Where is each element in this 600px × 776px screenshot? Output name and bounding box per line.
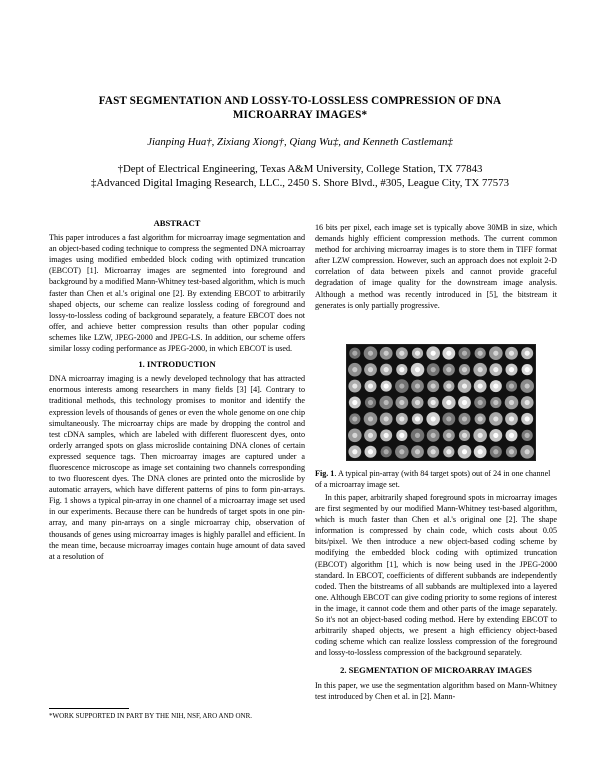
- target-spot-core: [525, 367, 530, 372]
- target-spot-core: [399, 416, 404, 421]
- target-spot-core: [384, 400, 389, 405]
- target-spot-core: [478, 351, 483, 356]
- target-spot-core: [493, 433, 498, 438]
- target-spot-core: [399, 433, 404, 438]
- target-spot-core: [415, 433, 420, 438]
- target-spot-core: [431, 400, 436, 405]
- target-spot-core: [415, 400, 420, 405]
- target-spot-core: [415, 449, 420, 454]
- target-spot-core: [525, 416, 530, 421]
- target-spot-core: [446, 351, 451, 356]
- affiliation-2: ‡Advanced Digital Imaging Research, LLC., 2450 S. Shore Blvd., #305, League City, TX 77573: [90, 177, 509, 189]
- target-spot-core: [415, 383, 420, 388]
- target-spot-core: [509, 351, 514, 356]
- target-spot-core: [368, 367, 373, 372]
- target-spot-core: [509, 400, 514, 405]
- target-spot-core: [478, 400, 483, 405]
- target-spot-core: [384, 383, 389, 388]
- target-spot-core: [352, 383, 357, 388]
- target-spot-core: [384, 433, 389, 438]
- target-spot-core: [525, 351, 530, 356]
- target-spot-core: [384, 449, 389, 454]
- target-spot-core: [462, 400, 467, 405]
- target-spot-core: [525, 400, 530, 405]
- target-spot-core: [352, 367, 357, 372]
- section2-text: In this paper, we use the segmentation algorithm based on Mann-Whitney test introduced by Chen et al. in [2]. Mann-: [315, 680, 557, 701]
- target-spot-core: [415, 351, 420, 356]
- intro-heading: 1. INTRODUCTION: [138, 359, 216, 370]
- target-spot-core: [478, 449, 483, 454]
- target-spot-core: [509, 416, 514, 421]
- right-column-bottom: [315, 492, 557, 702]
- affiliation-1: †Dept of Electrical Engineering, Texas A&M University, College Station, TX 77843: [117, 163, 483, 175]
- target-spot-core: [493, 449, 498, 454]
- pin-array-image: [347, 345, 535, 460]
- target-spot-core: [462, 416, 467, 421]
- target-spot-core: [446, 449, 451, 454]
- target-spot-core: [399, 400, 404, 405]
- target-spot-core: [478, 383, 483, 388]
- target-spot-core: [384, 351, 389, 356]
- target-spot-core: [493, 400, 498, 405]
- target-spot-core: [368, 416, 373, 421]
- caption-text: . A typical pin-array (with 84 target spots) out of 24 in one channel of a microarray image set.: [315, 469, 551, 490]
- target-spot-core: [384, 416, 389, 421]
- caption-label: Fig. 1: [315, 469, 335, 478]
- target-spot-core: [352, 433, 357, 438]
- target-spot-core: [493, 367, 498, 372]
- target-spot-core: [509, 449, 514, 454]
- target-spot-core: [446, 383, 451, 388]
- target-spot-core: [509, 367, 514, 372]
- target-spot-core: [415, 416, 420, 421]
- author-list: Jianping Hua†, Zixiang Xiong†, Qiang Wu‡, and Kenneth Castleman‡: [147, 136, 453, 148]
- left-column: [49, 218, 305, 562]
- target-spot-core: [446, 433, 451, 438]
- target-spot-core: [462, 383, 467, 388]
- target-spot-core: [446, 416, 451, 421]
- right-mid-text: In this paper, arbitrarily shaped foreground spots in microarray images are first segmented by our modified Mann-Whitney test-based algorithm, which is much faster than Chen et al.'s original one [2]. The shape information is compressed by chain code, which costs about 0.05 bits/pixel. We then introduce a new object-based coding scheme by modifying the embedded block coding with optimized truncation (EBCOT) algorithm [1], which is now being used in the JPEG-2000 standard. In EBCOT, coefficients of different subbands are independently coded. Then the bitstreams of all subbands are multiplexed into a layered one. Although EBCOT can give coding priority to some regions of interest in the image, it cannot code them and other parts of the image separately. So it's not an object-based coding method. Here by extending EBCOT to arbitrarily shaped objects, we present a high efficiency object-based coding scheme which can realize lossless compression of the foreground and lossy-to-lossless compression of the background separately.: [315, 493, 557, 658]
- target-spot-core: [509, 433, 514, 438]
- abstract-text: This paper introduces a fast algorithm for microarray image segmentation and an object-based coding technique to compress the segmented DNA microarray images using modified embedded block coding with optimized truncation (EBCOT) [1]. Microarray images are segmented into foreground and background by a modified Mann-Whitney test-based algorithm, which is much faster than Chen et al.'s original one [2]. By extending EBCOT to arbitrarily shaped objects, our scheme can realize lossless coding of foreground and lossy-to-lossless coding of background separately, a feature EBCOT does not offer, and achieve better compression results than other popular coding schemes like LZW, JPEG-2000 and JPEG-LS. In addition, our scheme offers similar lossy coding performance as JPEG-2000, in which EBCOT is used.: [49, 233, 305, 354]
- abstract-heading: ABSTRACT: [153, 218, 201, 228]
- target-spot-core: [462, 449, 467, 454]
- target-spot-core: [509, 383, 514, 388]
- target-spot-core: [399, 351, 404, 356]
- target-spot-core: [368, 449, 373, 454]
- target-spot-core: [431, 351, 436, 356]
- target-spot-core: [446, 400, 451, 405]
- target-spot-core: [399, 383, 404, 388]
- target-spot-core: [431, 383, 436, 388]
- intro-text: DNA microarray imaging is a newly developed technology that has attracted enormous interests among researchers in many fields [3] [4]. Contrary to traditional methods, this technology promises to monitor and identify the expression levels of thousands of genes or even the whole genome on one chip simultaneously. The microarray chips are made by dropping the control and test cDNA samples, which are labeled with different fluorescent dyes, onto orderly arranged spots on glass microslide containing DNA clones of certain expressed sequence tags. Then microarray images are captured under a fluorescence microscope as image set containing two channels corresponding to two fluorescent dyes. The DNA clones are printed onto the microslide by automatic arrayers, which have different patterns of pins to form pin-arrays. Fig. 1 shows a typical pin-array in one channel of a microarray image set used in our experiments. Because there can be hundreds of target spots in one pin-array, and many pin-arrays on a single microarray chip, observation of thousands of genes using microarray images is highly parallel and efficient. In the mean time, because microarray images contain huge amount of data saved at a resolution of: [49, 374, 305, 561]
- target-spot-core: [462, 351, 467, 356]
- target-spot-core: [368, 400, 373, 405]
- target-spot-core: [415, 367, 420, 372]
- target-spot-core: [525, 383, 530, 388]
- target-spot-core: [352, 449, 357, 454]
- target-spot-core: [446, 367, 451, 372]
- footnote: *WORK SUPPORTED IN PART BY THE NIH, NSF, ARO AND ONR.: [49, 712, 252, 720]
- target-spot-core: [431, 433, 436, 438]
- target-spot-core: [352, 351, 357, 356]
- target-spot-core: [462, 367, 467, 372]
- target-spot-core: [478, 367, 483, 372]
- target-spot-core: [462, 433, 467, 438]
- target-spot-core: [493, 383, 498, 388]
- section2-heading: 2. SEGMENTATION OF MICROARRAY IMAGES: [340, 665, 532, 676]
- target-spot-core: [368, 433, 373, 438]
- target-spot-core: [431, 416, 436, 421]
- target-spot-core: [431, 449, 436, 454]
- target-spot-core: [399, 367, 404, 372]
- figure-caption: [315, 468, 557, 490]
- right-top-text: 16 bits per pixel, each image set is typically above 30MB in size, which demands highly efficient compression methods. The current common method for archiving microarray images is to store them in TIFF format after LZW compression. However, such an approach does not exploit 2-D correlation of data between pixels and cannot provide graceful degradation of image quality for the downstream image analysis. Although a method was recently introduced in [5], the bitstream it generates is only partially progressive.: [315, 223, 557, 310]
- target-spot-core: [493, 416, 498, 421]
- target-spot-core: [478, 433, 483, 438]
- affiliations: [60, 162, 540, 190]
- footnote-rule: [49, 708, 129, 709]
- target-spot-core: [525, 449, 530, 454]
- target-spot-core: [478, 416, 483, 421]
- target-spot-core: [431, 367, 436, 372]
- target-spot-core: [399, 449, 404, 454]
- target-spot-core: [352, 416, 357, 421]
- target-spot-core: [384, 367, 389, 372]
- target-spot-core: [525, 433, 530, 438]
- target-spot-core: [493, 351, 498, 356]
- right-column-top: [315, 222, 557, 311]
- target-spot-core: [352, 400, 357, 405]
- paper-title: FAST SEGMENTATION AND LOSSY-TO-LOSSLESS COMPRESSION OF DNA MICROARRAY IMAGES*: [98, 95, 502, 121]
- microarray-figure: [346, 344, 536, 461]
- target-spot-core: [368, 351, 373, 356]
- target-spot-core: [368, 383, 373, 388]
